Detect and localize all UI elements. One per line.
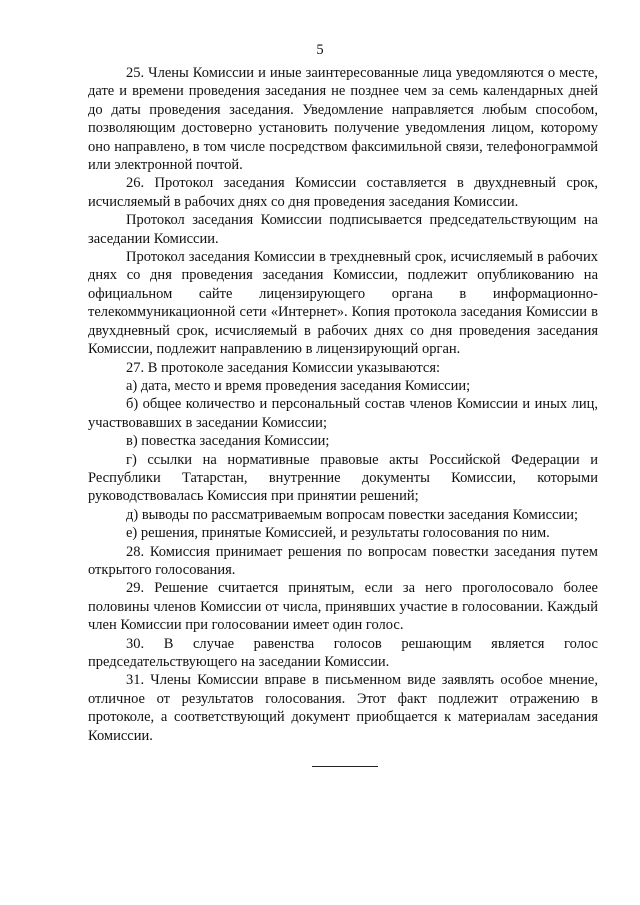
paragraph-29: 29. Решение считается принятым, если за него проголосовало более половины членов Комиссии от числа, принявших участие в голосовании. Каждый член Комиссии при голосовании имеет один голос.: [88, 580, 598, 634]
paragraph-31: 31. Члены Комиссии вправе в письменном виде заявлять особое мнение, отличное от результатов голосования. Этот факт подлежит отражению в протоколе, а соответствующий документ приобщается к материалам заседания Комиссии.: [88, 672, 598, 744]
list-item-d: д) выводы по рассматриваемым вопросам повестки заседания Комиссии;: [126, 506, 579, 523]
paragraph-28: 28. Комиссия принимает решения по вопросам повестки заседания путем открытого голосования.: [88, 543, 598, 578]
paragraph-protocol-signing: Протокол заседания Комиссии подписывается председательствующим на заседании Комиссии.: [88, 212, 598, 247]
page-number: 5: [316, 42, 324, 58]
list-item-b: б) общее количество и персональный состав членов Комиссии и иных лиц, участвовавших в заседании Комиссии;: [88, 396, 598, 431]
list-item-a: а) дата, место и время проведения заседания Комиссии;: [126, 377, 471, 394]
paragraph-25: 25. Члены Комиссии и иные заинтересованные лица уведомляются о месте, дате и времени проведения заседания не позднее чем за семь календарных дней до даты проведения заседания. Уведомление направляется любым способом, позволяющим достоверно установить получение уведомления лицом, которому оно направлено, в том числе посредством факсимильной связи, телефонограммой или электронной почтой.: [88, 65, 598, 174]
paragraph-26: 26. Протокол заседания Комиссии составляется в двухдневный срок, исчисляемый в рабочих днях со дня проведения заседания Комиссии.: [88, 175, 598, 210]
document-body: [88, 64, 598, 745]
list-item-e: е) решения, принятые Комиссией, и результаты голосования по ним.: [126, 525, 550, 542]
list-item-v: в) повестка заседания Комиссии;: [126, 433, 330, 450]
paragraph-30: 30. В случае равенства голосов решающим является голос председательствующего на заседании Комиссии.: [88, 635, 598, 670]
list-item-g: г) ссылки на нормативные правовые акты Российской Федерации и Республики Татарстан, внутренние документы Комиссии, которыми руководствовалась Комиссия при принятии решений;: [88, 451, 598, 505]
paragraph-protocol-publication: Протокол заседания Комиссии в трехдневный срок, исчисляемый в рабочих днях со дня проведения заседания Комиссии, подлежит опубликованию на официальном сайте лицензирующего органа в информационно-телекоммуникационной сети «Интернет». Копия протокола заседания Комиссии в двухдневный срок, исчисляемый в рабочих днях со дня проведения заседания Комиссии, подлежит направлению в лицензирующий орган.: [88, 249, 598, 358]
paragraph-27: 27. В протоколе заседания Комиссии указываются:: [126, 359, 441, 376]
end-of-section-divider: [312, 766, 378, 767]
